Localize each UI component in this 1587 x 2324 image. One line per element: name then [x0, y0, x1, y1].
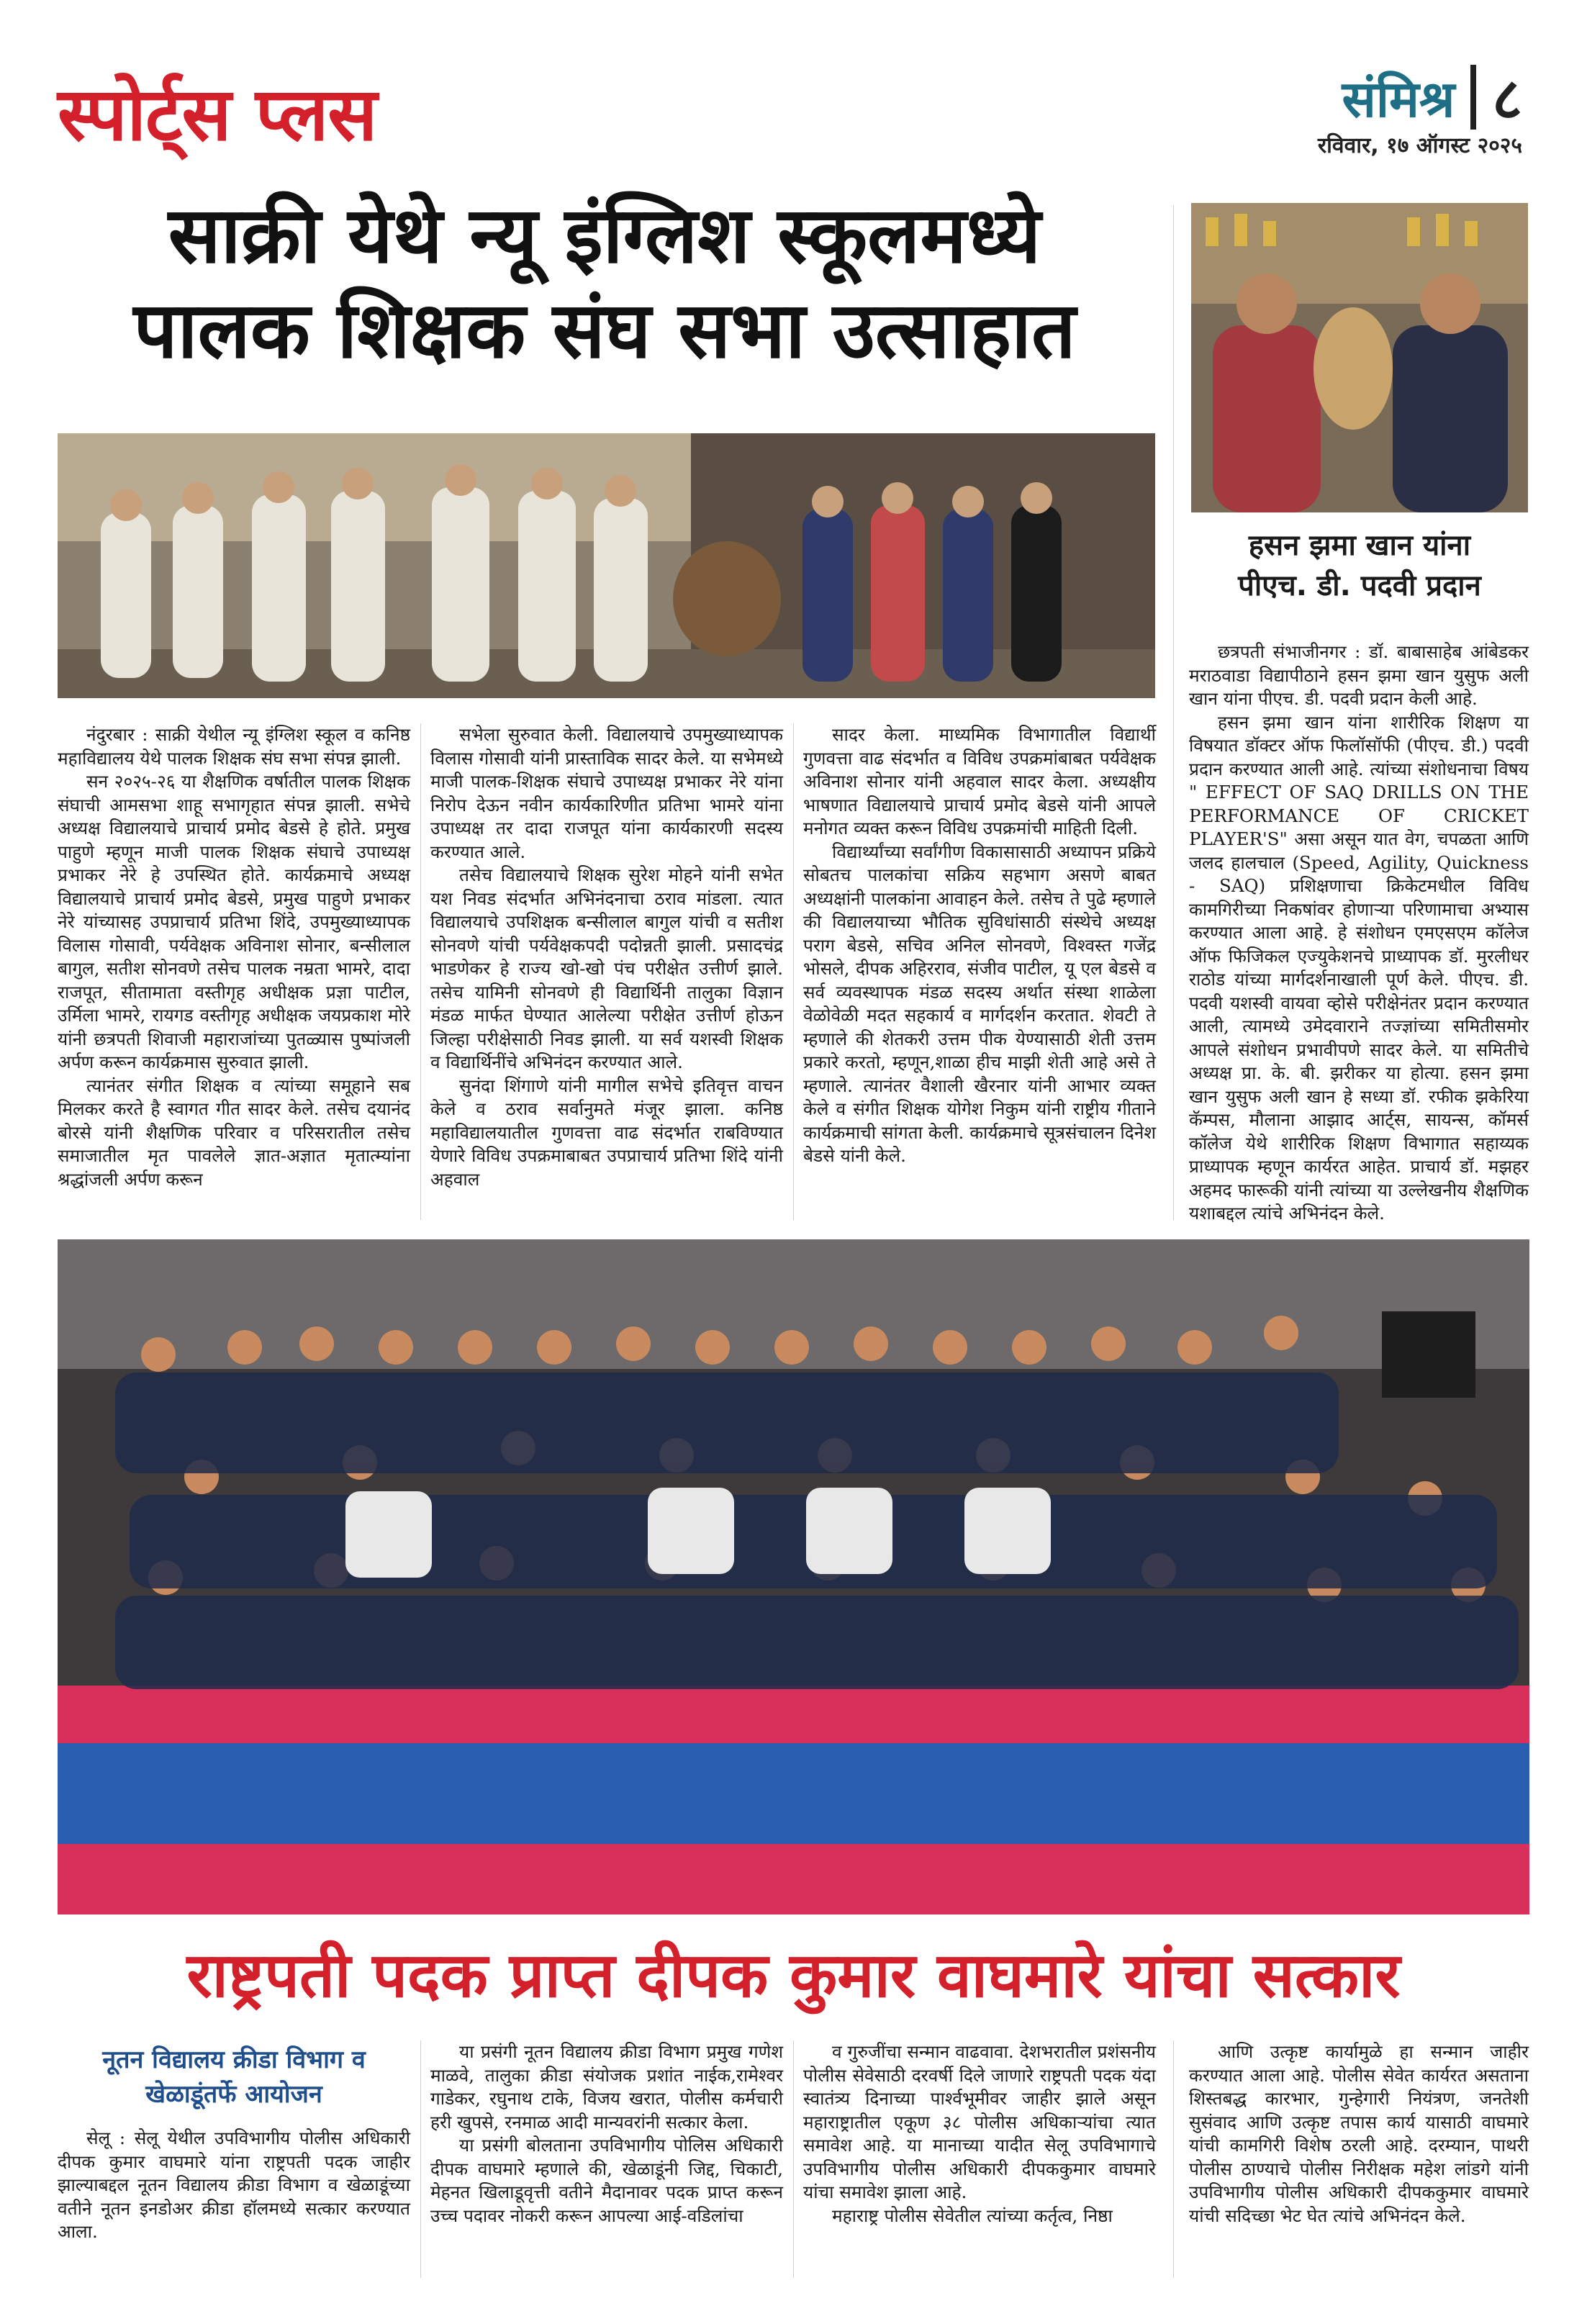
story1-column-2: [430, 723, 783, 1191]
story2-portrait-photo: [1191, 203, 1528, 512]
story1-column-1: [58, 723, 410, 1191]
story2-para-2: हसन झमा खान यांना शारीरिक शिक्षण या विषयात डॉक्टर ऑफ फिलॉसॉफी (पीएच. डी.) पदवी प्रदान करण्यात आली आहे. त्यांच्या संशोधनाचा विषय " EFFECT OF SAQ DRILLS ON THE PERFORMANCE OF CRICKET PLAYER'S" असा असून यात वेग, चपळता आणि जलद हालचाल (Speed, Agility, Quickness - SAQ) प्रशिक्षणाचा क्रिकेटमधील विविध कामगिरीच्या निकषांवर होणाऱ्या परिणामाचा अभ्यास करण्यात आला आहे. हे संशोधन एमएसएम कॉलेज ऑफ फिजिकल एज्युकेशनचे प्राध्यापक डॉ. मुरलीधर राठोड यांच्या मार्गदर्शनाखाली पूर्ण केले. पीएच. डी. पदवी यशस्वी वायवा व्होसे परीक्षेनंतर प्रदान करण्यात आली, त्यामध्ये उमेदवाराने तज्ज्ञांच्या समितीसमोर आपले संशोधन प्रभावीपणे सादर केले. या समितीचे अध्यक्ष प्रा. के. बी. झरीकर या होत्या. हसन झमा खान युसुफ अली खान हे सध्या डॉ. रफीक झकेरिया कॅम्पस, मौलाना आझाद आर्ट्स, सायन्स, कॉमर्स कॉलेज येथे शारीरिक शिक्षण विभागात सहाय्यक प्राध्यापक म्हणून कार्यरत आहेत. प्राचार्य डॉ. मझहर अहमद फारूकी यांनी त्यांच्या या उल्लेखनीय शैक्षणिक यशाबद्दल त्यांचे अभिनंदन केले.: [1189, 711, 1529, 1224]
story2-headline: [1188, 525, 1532, 606]
story2-headline-line2: पीएच. डी. पदवी प्रदान: [1238, 569, 1481, 602]
section-header: [1342, 58, 1522, 136]
story1-headline-line1: साक्री येथे न्यू इंग्लिश स्कूलमध्ये: [168, 191, 1041, 281]
column-rule: [420, 723, 421, 1220]
story3-team-photo: [58, 1239, 1529, 1914]
story1-col2-para-1: सभेला सुरुवात केली. विद्यालयाचे उपमुख्याध्यापक विलास गोसावी यांनी प्रास्ताविक सादर केले. या सभेमध्ये माजी पालक-शिक्षक संघाचे उपाध्यक्ष प्रभाकर नेरे यांना निरोप देऊन नवीन कार्यकारिणीत प्रतिभा भामरे यांना उपाध्यक्ष तर दादा राजपूत यांना कार्यकारणी सदस्य करण्यात आले.: [430, 724, 783, 862]
story3-subhead-line1: नूतन विद्यालय क्रीडा विभाग व: [102, 2045, 366, 2074]
section-name: संमिश्र: [1342, 69, 1455, 129]
column-rule: [1173, 2040, 1174, 2278]
column-rule: [793, 723, 794, 1220]
page-number: ८: [1492, 65, 1522, 132]
story3-col2-para-2: या प्रसंगी बोलताना उपविभागीय पोलिस अधिकारी दीपक वाघमारे म्हणाले की, खेळाडूंनी जिद्द, चिकाटी, मेहनत खिलाडूवृत्ती वतीने मैदानावर पदक प्राप्त करून उच्च पदावर नोकरी करून आपल्या आई-वडिलांचा: [430, 2135, 783, 2226]
masthead-title: स्पोर्ट्स प्लस: [58, 72, 377, 158]
story1-col3-para-1: सादर केला. माध्यमिक विभागातील विद्यार्थी गुणवत्ता वाढ संदर्भात व विविध उपक्रमांबाबत पर्यवेक्षक अविनाश सोनार यांनी अहवाल सादर केला. अध्यक्षीय भाषणात विद्यालयाचे प्राचार्य प्रमोद बेडसे यांनी आपले मनोगत व्यक्त करून विविध उपक्रमांची माहिती दिली.: [803, 724, 1156, 838]
story2-para-1: छत्रपती संभाजीनगर : डॉ. बाबासाहेब आंबेडकर मराठवाडा विद्यापीठाने हसन झमा खान युसुफ अली खान यांना पीएच. डी. पदवी प्रदान केली आहे.: [1189, 641, 1529, 709]
story3-headline: राष्ट्रपती पदक प्राप्त दीपक कुमार वाघमारे यांचा सत्कार: [186, 1940, 1401, 2012]
story2-body: [1189, 641, 1529, 1226]
story2-headline-line1: हसन झमा खान यांना: [1248, 529, 1471, 562]
story1-col3-para-2: विद्यार्थ्यांच्या सर्वांगीण विकासासाठी अध्यापन प्रक्रिये सोबतच पालकांचा सक्रिय सहभाग असणे बाबत अध्यक्षांनी पालकांना आवाहन केले. तसेच ते पुढे म्हणाले की विद्यालयाच्या भौतिक सुविधांसाठी संस्थेचे अध्यक्ष पराग बेडसे, सचिव अनिल सोनवणे, विश्वस्त गजेंद्र भोसले, दीपक अहिरराव, संजीव पाटील, यू एल बेडसे व सर्व व्यवस्थापक मंडळ सदस्य अर्थात संस्था शाळेला वेळोवेळी मदत सहकार्य व मार्गदर्शन करतात. शेवटी ते म्हणाले की शेतकरी उत्तम पीक येण्यासाठी शेती उत्तम प्रकारे करतो, म्हणून,शाळा हीच माझी शेती आहे असे ते म्हणाले. त्यानंतर वैशाली खैरनार यांनी आभार व्यक्त केले व संगीत शिक्षक योगेश निकुम यांनी राष्ट्रीय गीताने कार्यक्रमाची सांगता केली. कार्यक्रमाचे सूत्रसंचालन दिनेश बेडसे यांनी केले.: [803, 841, 1156, 1166]
story1-col1-para-3: त्यानंतर संगीत शिक्षक व त्यांच्या समूहाने सब मिलकर करते है स्वागत गीत सादर केले. तसेच दयानंद बोरसे यांनी शैक्षणिक परिवार व परिसरातील तसेच समाजातील मृत पावलेले ज्ञात-अज्ञात मृतात्म्यांना श्रद्धांजली अर्पण करून: [58, 1075, 410, 1190]
story1-headline: [58, 189, 1152, 379]
dateline: रविवार, १७ ऑगस्ट २०२५: [1317, 133, 1522, 158]
story3-column-1: [58, 2127, 410, 2244]
story3-col4-para-1: आणि उत्कृष्ट कार्यामुळे हा सन्मान जाहीर करण्यात आला आहे. पोलीस सेवेत कार्यरत असताना शिस्तबद्ध कारभार, गुन्हेगारी नियंत्रण, जनतेशी सुसंवाद आणि उत्कृष्ट तपास कार्य यासाठी वाघमारे यांची कामगिरी विशेष ठरली आहे. दरम्यान, पाथरी पोलीस ठाण्याचे पोलीस निरीक्षक महेश लांडगे यांनी उपविभागीय पोलीस अधिकारी दीपककुमार वाघमारे यांची सदिच्छा भेट घेत त्यांचे अभिनंदन केले.: [1189, 2041, 1529, 2226]
story3-col1-para-1: सेलू : सेलू येथील उपविभागीय पोलीस अधिकारी दीपक कुमार वाघमारे यांना राष्ट्रपती पदक जाहीर झाल्याबद्दल नूतन विद्यालय क्रीडा विभाग व खेळाडूंच्या वतीने नूतन इनडोअर क्रीडा हॉलमध्ये सत्कार करण्यात आला.: [58, 2128, 410, 2242]
column-rule: [1173, 205, 1174, 1220]
story3-col3-para-2: महाराष्ट्र पोलीस सेवेतील त्यांच्या कर्तृत्व, निष्ठा: [832, 2205, 1113, 2226]
story3-subhead: [58, 2043, 410, 2112]
section-divider: [1470, 65, 1476, 130]
story1-group-photo: [58, 433, 1155, 698]
story3-col2-para-1: या प्रसंगी नूतन विद्यालय क्रीडा विभाग प्रमुख गणेश माळवे, तालुका क्रीडा संयोजक प्रशांत नाईक,रामेश्वर गाडेकर, रघुनाथ टाके, विजय खरात, पोलीस कर्मचारी हरी खुपसे, रनमाळ आदी मान्यवरांनी सत्कार केला.: [430, 2041, 783, 2133]
column-rule: [420, 2040, 421, 2278]
story3-column-3: [803, 2040, 1156, 2228]
story3-column-2: [430, 2040, 783, 2228]
story1-headline-line2: पालक शिक्षक संघ सभा उत्साहात: [133, 286, 1076, 376]
story1-col1-para-2: सन २०२५-२६ या शैक्षणिक वर्षातील पालक शिक्षक संघाची आमसभा शाहू सभागृहात संपन्न झाली. सभेचे अध्यक्ष विद्यालयाचे प्राचार्य प्रमोद बेडसे हे होते. प्रमुख पाहुणे म्हणून माजी पालक शिक्षक संघाचे उपाध्यक्ष प्रभाकर नेरे हे उपस्थित होते. कार्यक्रमाचे अध्यक्ष विद्यालयाचे प्राचार्य प्रमोद बेडसे, प्रमुख पाहुणे प्रभाकर नेरे यांच्यासह उपप्राचार्य प्रतिभा शिंदे, उपमुख्याध्यापक विलास गोसावी, पर्यवेक्षक अविनाश सोनार, बन्सीलाल बागुल, सतीश सोनवणे तसेच पालक नम्रता भामरे, दादा राजपूत, सीतामाता वस्तीगृह अधीक्षक प्रज्ञा पाटील, उर्मिला भामरे, रायगड वस्तीगृह अधीक्षक जयप्रकाश मोरे यांनी छत्रपती शिवाजी महाराजांच्या पुतळ्यास पुष्पांजली अर्पण करून कार्यक्रमास सुरुवात झाली.: [58, 771, 410, 1072]
story1-col2-para-3: सुनंदा शिंगाणे यांनी मागील सभेचे इतिवृत्त वाचन केले व ठराव सर्वानुमते मंजूर झाला. कनिष्ठ महाविद्यालयातील गुणवत्ता वाढ संदर्भात राबविण्यात येणारे विविध उपक्रमाबाबत उपप्राचार्य प्रतिभा शिंदे यांनी अहवाल: [430, 1075, 783, 1190]
story3-col3-para-1: व गुरुजींचा सन्मान वाढवावा. देशभरातील प्रशंसनीय पोलीस सेवेसाठी दरवर्षी दिले जाणारे राष्ट्रपती पदक यंदा स्वातंत्र्य दिनाच्या पार्श्वभूमीवर जाहीर झाले असून महाराष्ट्रातील एकूण ३८ पोलीस अधिकाऱ्यांचा त्यात समावेश आहे. या मानाच्या यादीत सेलू उपविभागाचे उपविभागीय पोलीस अधिकारी दीपककुमार वाघमारे यांचा समावेश झाला आहे.: [803, 2041, 1156, 2202]
story3-column-4: [1189, 2040, 1529, 2228]
column-rule: [793, 2040, 794, 2278]
story3-subhead-line2: खेळाडूंतर्फे आयोजन: [145, 2080, 322, 2109]
story1-col2-para-2: तसेच विद्यालयाचे शिक्षक सुरेश मोहने यांनी सभेत यश निवड संदर्भात अभिनंदनाचा ठराव मांडला. त्यात विद्यालयाचे उपशिक्षक बन्सीलाल बागुल यांची व सतीश सोनवणे यांची पर्यवेक्षकपदी पदोन्नती झाली. प्रसादचंद्र भाडणेकर हे राज्य खो-खो पंच परीक्षेत उत्तीर्ण झाले. तसेच यामिनी सोनवणे ही विद्यार्थिनी तालुका विज्ञान मंडळ मार्फत घेण्यात आलेल्या परीक्षेत उत्तीर्ण होऊन जिल्हा परीक्षेसाठी निवड झाली. या सर्व यशस्वी शिक्षक व विद्यार्थिनींचे अभिनंदन करण्यात आले.: [430, 864, 783, 1072]
story1-column-3: [803, 723, 1156, 1168]
story1-col1-para-1: नंदुरबार : साक्री येथील न्यू इंग्लिश स्कूल व कनिष्ठ महाविद्यालय येथे पालक शिक्षक संघ सभा संपन्न झाली.: [58, 724, 410, 769]
